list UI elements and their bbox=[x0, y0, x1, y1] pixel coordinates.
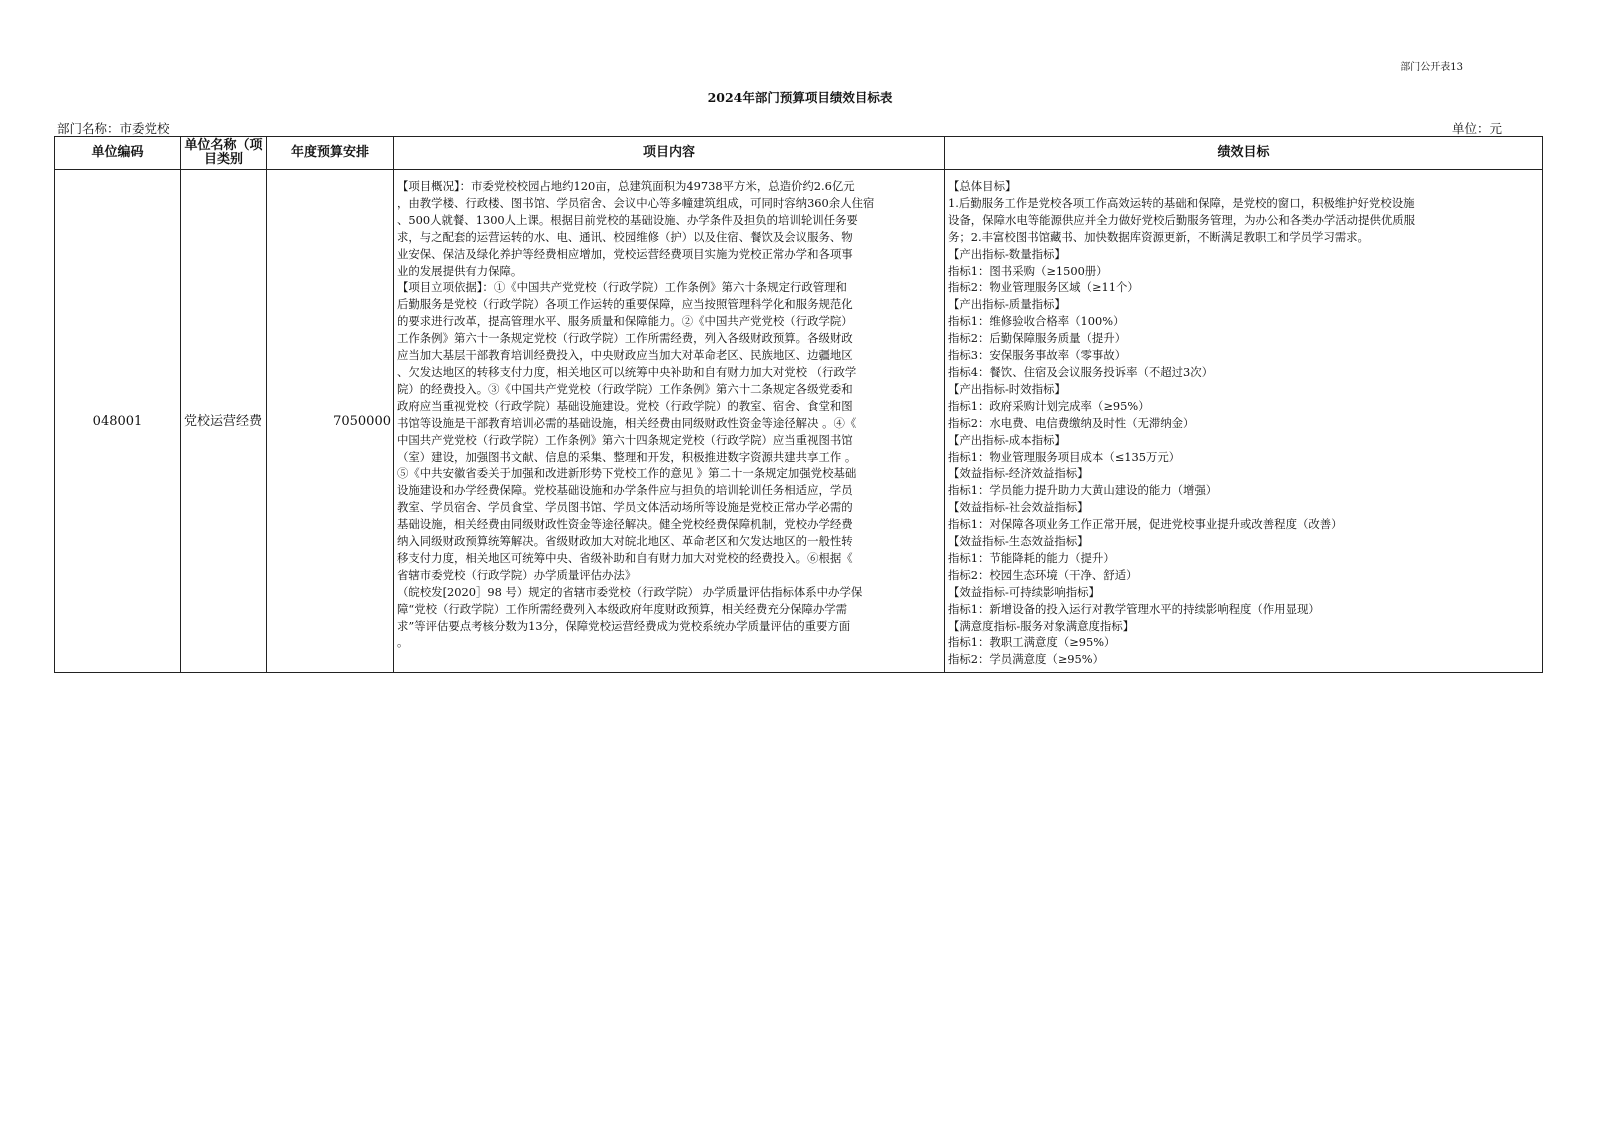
content-line: 、500人就餐、1300人上课。根据目前党校的基础设施、办学条件及担负的培训轮训任务要 bbox=[397, 212, 858, 227]
column-header-name: 单位名称（项目类别 bbox=[181, 137, 267, 170]
content-line: 障“党校（行政学院）工作所需经费列入本级政府年度财政预算，相关经费充分保障办学需 bbox=[397, 601, 848, 616]
goal-line: 指标1：学员能力提升助力大黄山建设的能力（增强） bbox=[948, 483, 1218, 498]
goal-line: 指标2：物业管理服务区域（≥11个） bbox=[948, 280, 1139, 295]
goal-line: 【效益指标-生态效益指标】 bbox=[948, 534, 1089, 549]
content-line: ，由教学楼、行政楼、图书馆、学员宿舍、会议中心等多幢建筑组成，可同时容纳360余人住宿 bbox=[397, 195, 875, 210]
goal-line: 【产出指标-质量指标】 bbox=[948, 297, 1066, 312]
performance-goal-cell bbox=[945, 170, 1543, 673]
page-label: 部门公开表13 bbox=[1400, 62, 1463, 73]
content-line: 。 bbox=[397, 635, 409, 650]
project-content-text bbox=[397, 178, 941, 651]
column-header-code: 单位编码 bbox=[55, 137, 181, 170]
goal-line: 指标2：校园生态环境（干净、舒适） bbox=[948, 567, 1138, 582]
content-line: 书馆等设施是干部教育培训必需的基础设施，相关经费由同级财政性资金等途径解决 。④《 bbox=[397, 415, 857, 430]
goal-line: 【效益指标-社会效益指标】 bbox=[948, 500, 1089, 515]
goal-line: 指标1：维修验收合格率（100%） bbox=[948, 314, 1125, 329]
goal-line: 指标1：图书采购（≥1500册） bbox=[948, 263, 1108, 278]
unit-name-cell: 党校运营经费 bbox=[181, 170, 267, 673]
content-line: 求”等评估要点考核分数为13分，保障党校运营经费成为党校系统办学质量评估的重要方面 bbox=[397, 618, 851, 633]
goal-line: 【总体目标】 bbox=[948, 179, 1017, 193]
content-line: 政府应当重视党校（行政学院）基础设施建设。党校（行政学院）的教室、宿舍、食堂和图 bbox=[397, 398, 853, 413]
performance-goal-text bbox=[948, 178, 1539, 668]
goal-line: 指标2：后勤保障服务质量（提升） bbox=[948, 331, 1127, 346]
content-line: 设施建设和办学经费保障。党校基础设施和办学条件应与担负的培训轮训任务相适应，学员 bbox=[397, 483, 853, 498]
content-line: 业安保、保洁及绿化养护等经费相应增加，党校运营经费项目实施为党校正常办学和各项事 bbox=[397, 246, 853, 261]
budget-cell: 7050000 bbox=[267, 170, 394, 673]
table-row bbox=[55, 170, 1543, 673]
goal-line: 指标1：教职工满意度（≥95%） bbox=[948, 635, 1116, 650]
goal-line: 指标2：学员满意度（≥95%） bbox=[948, 652, 1105, 667]
content-line: 工作条例》第六十一条规定党校（行政学院）工作所需经费，列入各级财政预算。各级财政 bbox=[397, 331, 853, 346]
column-header-budget: 年度预算安排 bbox=[267, 137, 394, 170]
goal-line: 指标3：安保服务事故率（零事故） bbox=[948, 348, 1127, 363]
goal-line: 【效益指标-经济效益指标】 bbox=[948, 466, 1089, 481]
unit-code-cell: 048001 bbox=[55, 170, 181, 673]
goal-line: 设备，保障水电等能源供应并全力做好党校后勤服务管理，为办公和各类办学活动提供优质服 bbox=[948, 212, 1416, 227]
project-content-cell bbox=[394, 170, 945, 673]
content-line: 的要求进行改革，提高管理水平、服务质量和保障能力。②《中国共产党党校（行政学院） bbox=[397, 314, 853, 329]
content-line: （室）建设，加强图书文献、信息的采集、整理和开发，积极推进数字资源共建共享工作 。 bbox=[397, 449, 857, 464]
content-line: 业的发展提供有力保障。 bbox=[397, 263, 523, 278]
content-line: 、欠发达地区的转移支付力度，相关地区可以统筹中央补助和自有财力加大对党校 （行政学 bbox=[397, 364, 857, 379]
content-line: 纳入同级财政预算统筹解决。省级财政加大对皖北地区、革命老区和欠发达地区的一般性转 bbox=[397, 534, 853, 549]
content-line: 应当加大基层干部教育培训经费投入，中央财政应当加大对革命老区、民族地区、边疆地区 bbox=[397, 348, 853, 363]
content-line: ⑤《中共安徽省委关于加强和改进新形势下党校工作的意见 》第二十一条规定加强党校基础 bbox=[397, 466, 857, 481]
goal-line: 【产出指标-数量指标】 bbox=[948, 246, 1066, 261]
content-line: 中国共产党党校（行政学院）工作条例》第六十四条规定党校（行政学院）应当重视图书馆 bbox=[397, 432, 853, 447]
content-line: 求，与之配套的运营运转的水、电、通讯、校园维修（护）以及住宿、餐饮及会议服务、物 bbox=[397, 229, 853, 244]
unit-label: 单位：元 bbox=[1451, 121, 1502, 136]
column-header-goal: 绩效目标 bbox=[945, 137, 1543, 170]
goal-line: 【产出指标-成本指标】 bbox=[948, 432, 1066, 447]
department-name: 部门名称：市委党校 bbox=[57, 121, 170, 136]
page-title: 2024年部门预算项目绩效目标表 bbox=[707, 90, 893, 105]
content-line: 基础设施，相关经费由同级财政性资金等途径解决。健全党校经费保障机制，党校办学经费 bbox=[397, 517, 853, 532]
content-line: 教室、学员宿舍、学员食堂、学员图书馆、学员文体活动场所等设施是党校正常办学必需的 bbox=[397, 500, 853, 515]
content-line: （皖校发[2020］98 号）规定的省辖市委党校（行政学院） 办学质量评估指标体系中办学保 bbox=[397, 584, 863, 599]
content-line: 院）的经费投入。③《中国共产党党校（行政学院）工作条例》第六十二条规定各级党委和 bbox=[397, 381, 853, 396]
goal-line: 指标1：对保障各项业务工作正常开展，促进党校事业提升或改善程度（改善） bbox=[948, 517, 1343, 532]
table-header-row bbox=[55, 137, 1543, 170]
goal-line: 指标1：政府采购计划完成率（≥95%） bbox=[948, 398, 1150, 413]
goal-line: 指标2：水电费、电信费缴纳及时性（无滞纳金） bbox=[948, 415, 1195, 430]
goal-line: 指标1：节能降耗的能力（提升） bbox=[948, 550, 1115, 565]
goal-line: 指标1：物业管理服务项目成本（≤135万元） bbox=[948, 449, 1181, 464]
goal-line: 1.后勤服务工作是党校各项工作高效运转的基础和保障，是党校的窗口，积极维护好党校设施 bbox=[948, 195, 1415, 210]
goal-line: 【满意度指标-服务对象满意度指标】 bbox=[948, 618, 1135, 633]
content-line: 后勤服务是党校（行政学院）各项工作运转的重要保障，应当按照管理科学化和服务规范化 bbox=[397, 297, 853, 312]
content-line: 【项目立项依据】：①《中国共产党党校（行政学院）工作条例》第六十条规定行政管理和 bbox=[397, 280, 847, 295]
column-header-content: 项目内容 bbox=[394, 137, 945, 170]
performance-table bbox=[54, 136, 1543, 673]
goal-line: 【效益指标-可持续影响指标】 bbox=[948, 584, 1100, 599]
goal-line: 【产出指标-时效指标】 bbox=[948, 381, 1066, 396]
content-line: 【项目概况】：市委党校校园占地约120亩，总建筑面积为49738平方米，总造价约2.6亿元 bbox=[397, 179, 855, 193]
goal-line: 指标4：餐饮、住宿及会议服务投诉率（不超过3次） bbox=[948, 364, 1214, 379]
goal-line: 指标1：新增设备的投入运行对教学管理水平的持续影响程度（作用显现） bbox=[948, 601, 1320, 616]
content-line: 省辖市委党校（行政学院）办学质量评估办法》 bbox=[397, 567, 637, 582]
content-line: 移支付力度，相关地区可统筹中央、省级补助和自有财力加大对党校的经费投入。⑥根据《 bbox=[397, 550, 853, 565]
goal-line: 务；2.丰富校图书馆藏书、加快数据库资源更新，不断满足教职工和学员学习需求。 bbox=[948, 229, 1369, 244]
